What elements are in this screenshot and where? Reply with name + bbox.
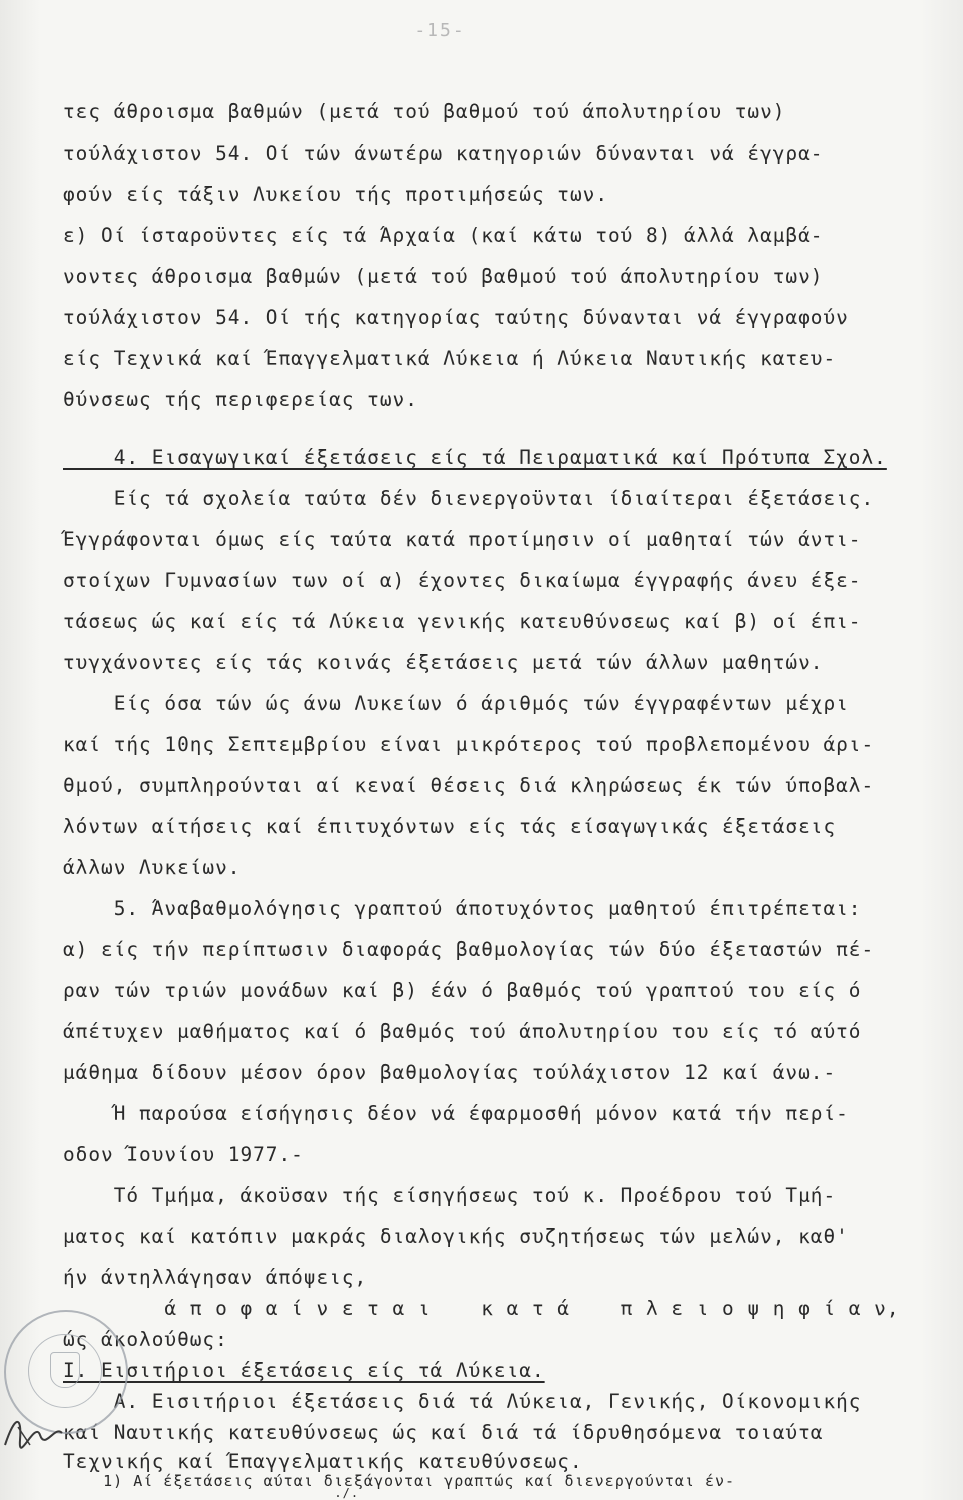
text-line: Έγγράφονται όμως είς ταύτα κατά προτίμησιν οί μαθηταί τών άντι- [63, 528, 862, 551]
text-line: Είς τά σχολεία ταύτα δέν διενεργοϋνται ίδιαίτεραι έξετάσεις. [63, 487, 875, 510]
text-line: καί τής 10ης Σεπτεμβρίου είναι μικρότερος τού προβλεπομένου άρι- [63, 733, 875, 756]
text-line: Α. Εισιτήριοι έξετάσεις διά τά Λύκεια, Γενικής, Οίκονομικής [63, 1390, 862, 1413]
text-line: άλλων Λυκείων. [63, 856, 241, 879]
text-line: ματος καί κατόπιν μακράς διαλογικής συζητήσεως τών μελών, καθ' [63, 1225, 849, 1248]
text-line: 1) Αί έξετάσεις αύται διεξάγονται γραπτώς καί διενεργούνται έν- [63, 1472, 736, 1490]
text-line: οδον Ίουνίου 1977.- [63, 1143, 304, 1166]
text-line: Είς όσα τών ώς άνω Λυκείων ό άριθμός τών έγγραφέντων μέχρι [63, 692, 849, 715]
text-line: τούλάχιστον 54. Οί τών άνωτέρω κατηγοριών δύνανται νά έγγρα- [63, 142, 824, 165]
text-line: είς Τεχνικά καί Έπαγγελματικά Λύκεια ή Λύκεια Ναυτικής κατευ- [63, 347, 837, 370]
text-line: α) είς τήν περίπτωσιν διαφοράς βαθμολογίας τών δύο έξεταστών πέ- [63, 938, 875, 961]
seal-emblem-icon [50, 1352, 80, 1388]
text-line: ήν άντηλλάγησαν άπόψεις, [63, 1266, 368, 1289]
text-line: λόντων αίτήσεις καί έπιτυχόντων είς τάς είσαγωγικάς έξετάσεις [63, 815, 837, 838]
text-line: τάσεως ώς καί είς τά Λύκεια γενικής κατευθύνσεως καί β) οί έπι- [63, 610, 862, 633]
text-line: καί Ναυτικής κατευθύνσεως ώς καί διά τά ίδρυθησόμενα τοιαύτα [63, 1421, 824, 1444]
text-line: ραν τών τριών μονάδων καί β) έάν ό βαθμός τού γραπτού του είς ό [63, 979, 862, 1002]
text-line: Ή παρούσα είσήγησις δέον νά έφαρμοσθή μόνον κατά τήν περί- [63, 1102, 849, 1125]
page-number: -15- [414, 20, 466, 41]
text-line: μάθημα δίδουν μέσον όρον βαθμολογίας τούλάχιστον 12 καί άνω.- [63, 1061, 837, 1084]
text-line: Τό Τμήμα, άκοϋσαν τής είσηγήσεως τού κ. Προέδρου τού Τμή- [63, 1184, 837, 1207]
text-line: 5. Άναβαθμολόγησις γραπτού άποτυχόντος μαθητού έπιτρέπεται: [63, 897, 862, 920]
section-heading-I: I. Εισιτήριοι έξετάσεις είς τά Λύκεια. [63, 1359, 545, 1382]
text-line: θύνσεως τής περιφερείας των. [63, 388, 418, 411]
text-line: στοίχων Γυμνασίων των οί α) έχοντες δικαίωμα έγγραφής άνευ έξε- [63, 569, 862, 592]
text-line: τυγχάνοντες είς τάς κοινάς έξετάσεις μετά τών άλλων μαθητών. [63, 651, 824, 674]
text-line: άπέτυχεν μαθήματος καί ό βαθμός τού άπολυτηρίου του είς τό αύτό [63, 1020, 862, 1043]
signature-icon [0, 1405, 70, 1455]
text-line: φούν είς τάξιν Λυκείου τής προτιμήσεώς των. [63, 183, 608, 206]
text-line: θμού, συμπληρούνται αί κεναί θέσεις διά κληρώσεως έκ τών ύποβαλ- [63, 774, 875, 797]
text-line: ώς άκολούθως: [63, 1328, 228, 1351]
text-line: τες άθροισμα βαθμών (μετά τού βαθμού τού άπολυτηρίου των) [63, 100, 786, 123]
continuation-mark: ./. [63, 1486, 360, 1500]
text-line: ε) Οί ίσταροϋντες είς τά Άρχαία (καί κάτω τού 8) άλλά λαμβά- [63, 224, 824, 247]
text-line: νοντες άθροισμα βαθμών (μετά τού βαθμού τού άπολυτηρίου των) [63, 265, 824, 288]
section-heading-4: 4. Εισαγωγικαί έξετάσεις είς τά Πειραματικά καί Πρότυπα Σχολ. [63, 446, 887, 469]
text-line: τούλάχιστον 54. Οί τής κατηγορίας ταύτης δύνανται νά έγγραφούν [63, 306, 849, 329]
decision-line: ά π ο φ α ί ν ε τ α ι κ α τ ά π λ ε ι ο ψ η φ ί α ν, [63, 1297, 900, 1320]
text-line: Τεχνικής καί Έπαγγελματικής κατευθύνσεως. [63, 1450, 583, 1473]
